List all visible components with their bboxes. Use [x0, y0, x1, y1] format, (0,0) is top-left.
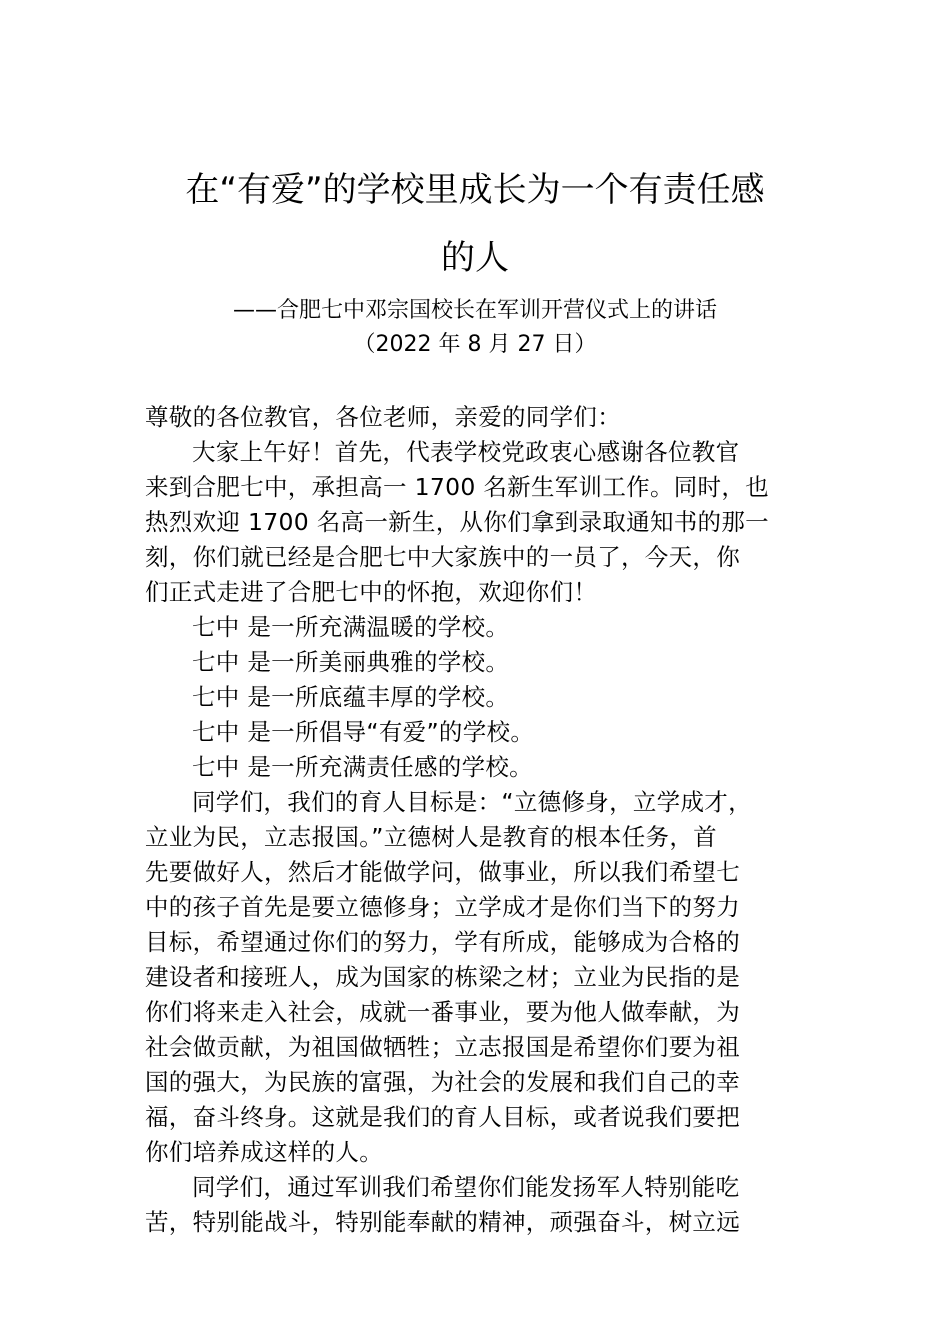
body-text-line: 福，奋斗终身。这就是我们的育人目标，或者说我们要把	[145, 1103, 740, 1131]
body-text-line: 七中 是一所倡导“有爱”的学校。	[192, 718, 535, 746]
document-subtitle: ——合肥七中邓宗国校长在军训开营仪式上的讲话	[232, 298, 717, 323]
speech-body	[145, 400, 835, 1240]
body-text-line: 你们将来走入社会，成就一番事业，要为他人做奉献，为	[145, 998, 740, 1026]
body-text-line: 热烈欢迎 1700 名高一新生，从你们拿到录取通知书的那一	[145, 508, 769, 536]
body-text-line: 尊敬的各位教官，各位老师，亲爱的同学们：	[145, 403, 621, 431]
document-date: （2022 年 8 月 27 日）	[353, 332, 597, 357]
body-text-line: 七中 是一所充满责任感的学校。	[192, 753, 533, 781]
body-text-line: 来到合肥七中，承担高一 1700 名新生军训工作。同时，也	[145, 473, 769, 501]
body-text-line: 苦，特别能战斗，特别能奉献的精神，顽强奋斗，树立远	[145, 1208, 740, 1236]
body-text-line: 目标，希望通过你们的努力，学有所成，能够成为合格的	[145, 928, 740, 956]
document-title-line-1: 在“有爱”的学校里成长为一个有责任感	[185, 170, 765, 210]
body-text-line: 立业为民，立志报国。”立德树人是教育的根本任务，首	[145, 823, 717, 851]
body-text-line: 同学们，我们的育人目标是：“立德修身，立学成才，	[192, 788, 752, 816]
body-text-line: 社会做贡献，为祖国做牺牲；立志报国是希望你们要为祖	[145, 1033, 740, 1061]
body-text-line: 七中 是一所美丽典雅的学校。	[192, 648, 510, 676]
body-text-line: 你们培养成这样的人。	[145, 1138, 383, 1166]
body-text-line: 刻，你们就已经是合肥七中大家族中的一员了，今天，你	[145, 543, 740, 571]
body-text-line: 大家上午好！首先，代表学校党政衷心感谢各位教官	[192, 438, 740, 466]
body-text-line: 先要做好人，然后才能做学问，做事业，所以我们希望七	[145, 858, 740, 886]
body-text-line: 七中 是一所充满温暖的学校。	[192, 613, 510, 641]
document-title-line-2: 的人	[441, 238, 509, 278]
body-text-line: 同学们，通过军训我们希望你们能发扬军人特别能吃	[192, 1173, 740, 1201]
body-text-line: 们正式走进了合肥七中的怀抱，欢迎你们！	[145, 578, 598, 606]
body-text-line: 七中 是一所底蕴丰厚的学校。	[192, 683, 510, 711]
body-text-line: 建设者和接班人，成为国家的栋梁之材；立业为民指的是	[145, 963, 740, 991]
body-text-line: 国的强大，为民族的富强，为社会的发展和我们自己的幸	[145, 1068, 740, 1096]
body-text-line: 中的孩子首先是要立德修身；立学成才是你们当下的努力	[145, 893, 740, 921]
